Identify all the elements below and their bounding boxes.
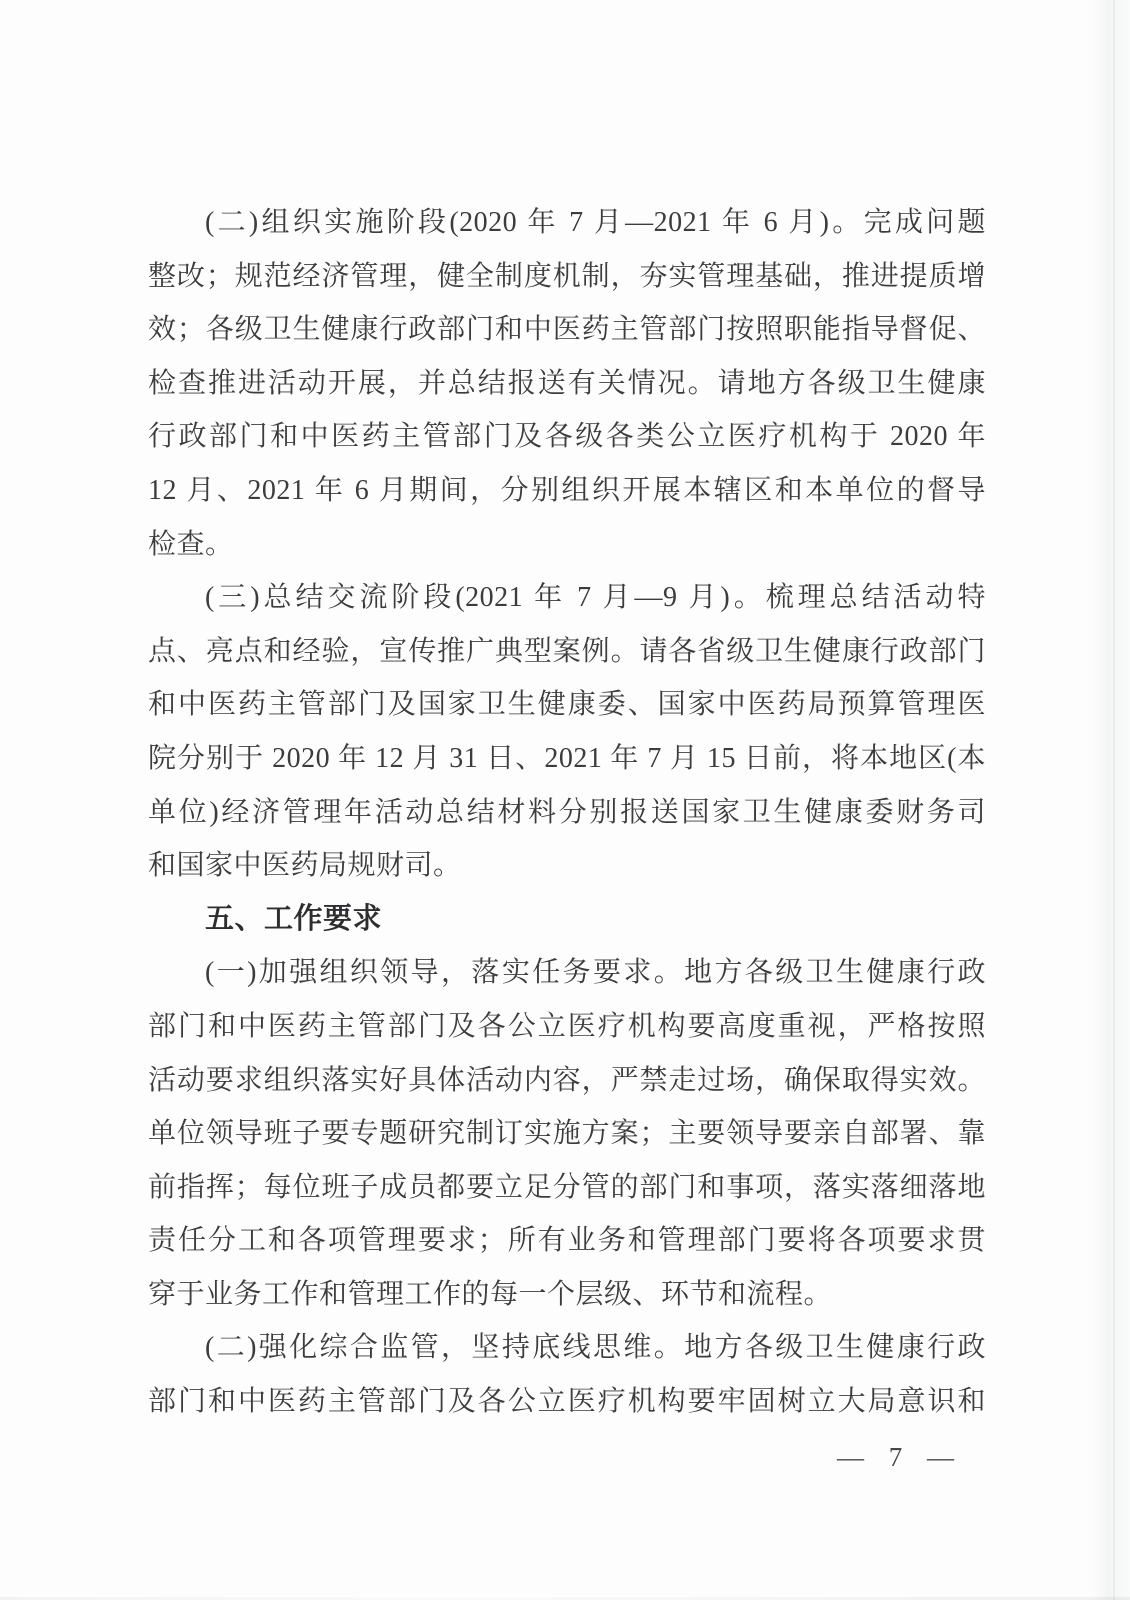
requirement-1-last-line: 穿于业务工作和管理工作的每一个层级、环节和流程。 <box>148 1278 833 1310</box>
body-line: 行政部门和中医药主管部门及各级各类公立医疗机构于 2020 年 <box>148 421 986 453</box>
paragraph-2-first-line: (二)组织实施阶段(2020 年 7 月—2021 年 6 月)。完成问题 <box>205 207 986 238</box>
requirement-2-first-line: (二)强化综合监管，坚持底线思维。地方各级卫生健康行政 <box>205 1332 986 1364</box>
requirement-1-first-line: (一)加强组织领导，落实任务要求。地方各级卫生健康行政 <box>205 957 986 989</box>
body-line: 单位领导班子要专题研究制订实施方案；主要领导要亲自部署、靠 <box>148 1118 986 1150</box>
body-line: 检查推进活动开展，并总结报送有关情况。请地方各级卫生健康 <box>148 367 986 399</box>
body-line: 和中医药主管部门及国家卫生健康委、国家中医药局预算管理医 <box>148 689 986 721</box>
body-line: 整改；规范经济管理，健全制度机制，夯实管理基础，推进提质增 <box>148 260 986 292</box>
body-line: 院分别于 2020 年 12 月 31 日、2021 年 7 月 15 日前，将本地区(本 <box>148 742 986 774</box>
body-line: 12 月、2021 年 6 月期间，分别组织开展本辖区和本单位的督导 <box>148 474 986 506</box>
page-number: — 7 — <box>837 1442 955 1472</box>
body-line: 单位)经济管理年活动总结材料分别报送国家卫生健康委财务司 <box>148 796 986 828</box>
body-line: 点、亮点和经验，宣传推广典型案例。请各省级卫生健康行政部门 <box>148 635 986 667</box>
body-line: 部门和中医药主管部门及各公立医疗机构要高度重视，严格按照 <box>148 1010 986 1042</box>
body-line: 部门和中医药主管部门及各公立医疗机构要牢固树立大局意识和 <box>148 1386 986 1418</box>
paragraph-3-last-line: 和国家中医药局规财司。 <box>148 850 462 882</box>
section-5-heading: 五、工作要求 <box>205 902 383 935</box>
scan-edge-shadow <box>1113 0 1115 1600</box>
body-line: 前指挥；每位班子成员都要立足分管的部门和事项，落实落细落地 <box>148 1171 986 1203</box>
paragraph-3-first-line: (三)总结交流阶段(2021 年 7 月—9 月)。梳理总结活动特 <box>205 582 986 614</box>
body-line: 效；各级卫生健康行政部门和中医药主管部门按照职能指导督促、 <box>148 314 986 346</box>
paragraph-2-last-line: 检查。 <box>148 528 234 560</box>
body-line: 活动要求组织落实好具体活动内容，严禁走过场，确保取得实效。 <box>148 1064 986 1096</box>
document-body <box>148 196 986 1429</box>
body-line: 责任分工和各项管理要求；所有业务和管理部门要将各项要求贯 <box>148 1225 986 1257</box>
